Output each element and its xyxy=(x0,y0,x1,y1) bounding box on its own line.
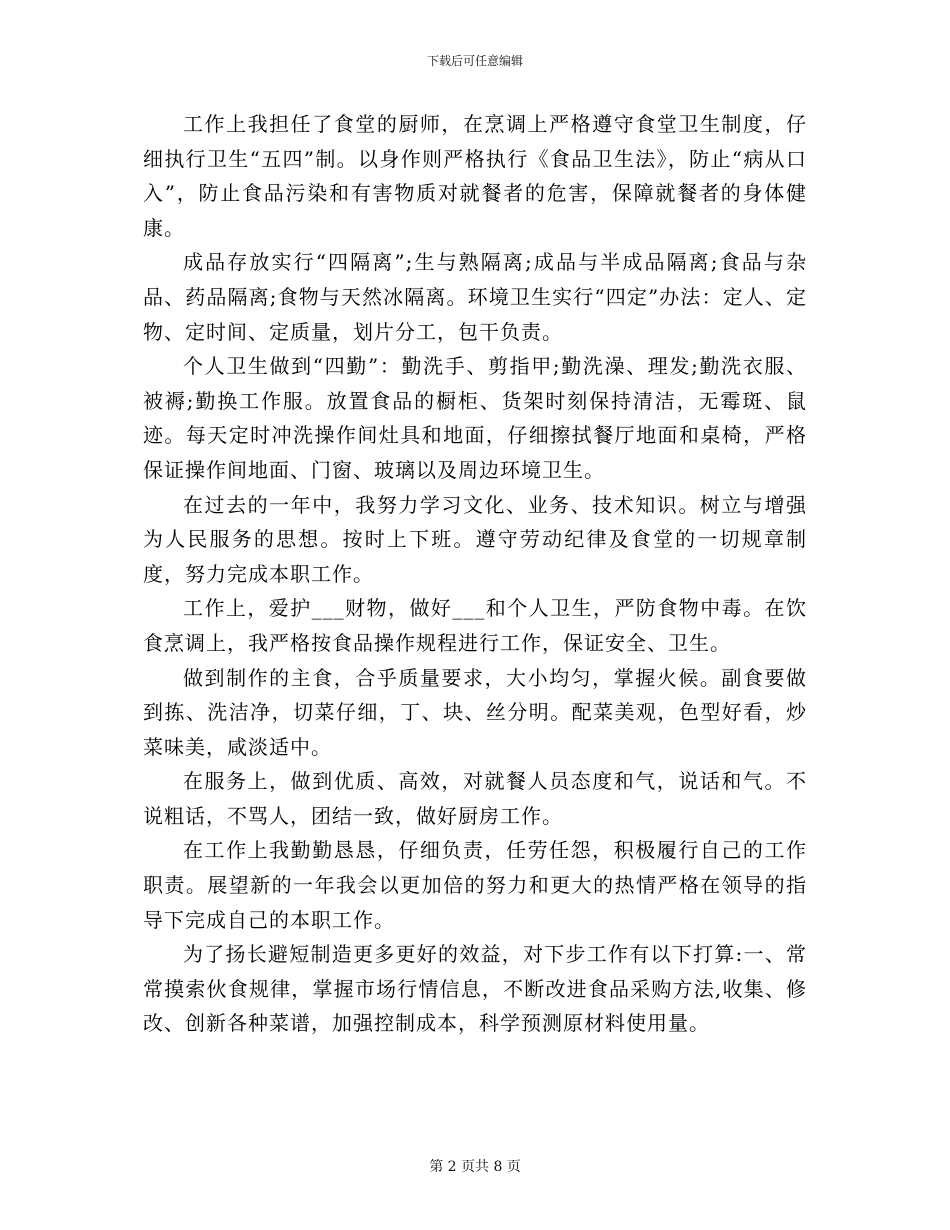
paragraph-3: 个人卫生做到“四勤”：勤洗手、剪指甲;勤洗澡、理发;勤洗衣服、被褥;勤换工作服。放置食品的橱柜、货架时刻保持清洁，无霉斑、鼠迹。每天定时冲洗操作间灶具和地面，仔细擦拭餐厅地面和桌椅，严格保证操作间地面、门窗、玻璃以及周边环境卫生。 xyxy=(143,354,807,482)
paragraph-6: 做到制作的主食，合乎质量要求，大小均匀，掌握火候。副食要做到拣、洗洁净，切菜仔细，丁、块、丝分明。配菜美观，色型好看，炒菜味美，咸淡适中。 xyxy=(143,665,807,759)
document-body xyxy=(143,107,807,1041)
paragraph-9: 为了扬长避短制造更多更好的效益，对下步工作有以下打算:一、常常摸索伙食规律，掌握市场行情信息，不断改进食品采购方法,收集、修改、创新各种菜谱，加强控制成本，科学预测原材料使用量。 xyxy=(143,942,807,1036)
page-number: 第 2 页共 8 页 xyxy=(429,1159,521,1175)
paragraph-8: 在工作上我勤勤恳恳，仔细负责，任劳任怨，积极履行自己的工作职责。展望新的一年我会以更加倍的努力和更大的热情严格在领导的指导下完成自己的本职工作。 xyxy=(143,838,807,932)
paragraph-4: 在过去的一年中，我努力学习文化、业务、技术知识。树立与增强为人民服务的思想。按时上下班。遵守劳动纪律及食堂的一切规章制度，努力完成本职工作。 xyxy=(143,492,807,586)
paragraph-5: 工作上，爱护___财物，做好___和个人卫生，严防食物中毒。在饮食烹调上，我严格按食品操作规程进行工作，保证安全、卫生。 xyxy=(143,596,807,655)
paragraph-2: 成品存放实行“四隔离”;生与熟隔离;成品与半成品隔离;食品与杂品、药品隔离;食物与天然冰隔离。环境卫生实行“四定”办法：定人、定物、定时间、定质量，划片分工，包干负责。 xyxy=(143,250,807,344)
paragraph-1: 工作上我担任了食堂的厨师，在烹调上严格遵守食堂卫生制度，仔细执行卫生“五四”制。以身作则严格执行《食品卫生法》，防止“病从口入”，防止食品污染和有害物质对就餐者的危害，保障就餐者的身体健康。 xyxy=(143,112,807,240)
page-header-note: 下载后可任意编辑 xyxy=(426,54,523,68)
paragraph-7: 在服务上，做到优质、高效，对就餐人员态度和气，说话和气。不说粗话，不骂人，团结一致，做好厨房工作。 xyxy=(143,769,807,828)
